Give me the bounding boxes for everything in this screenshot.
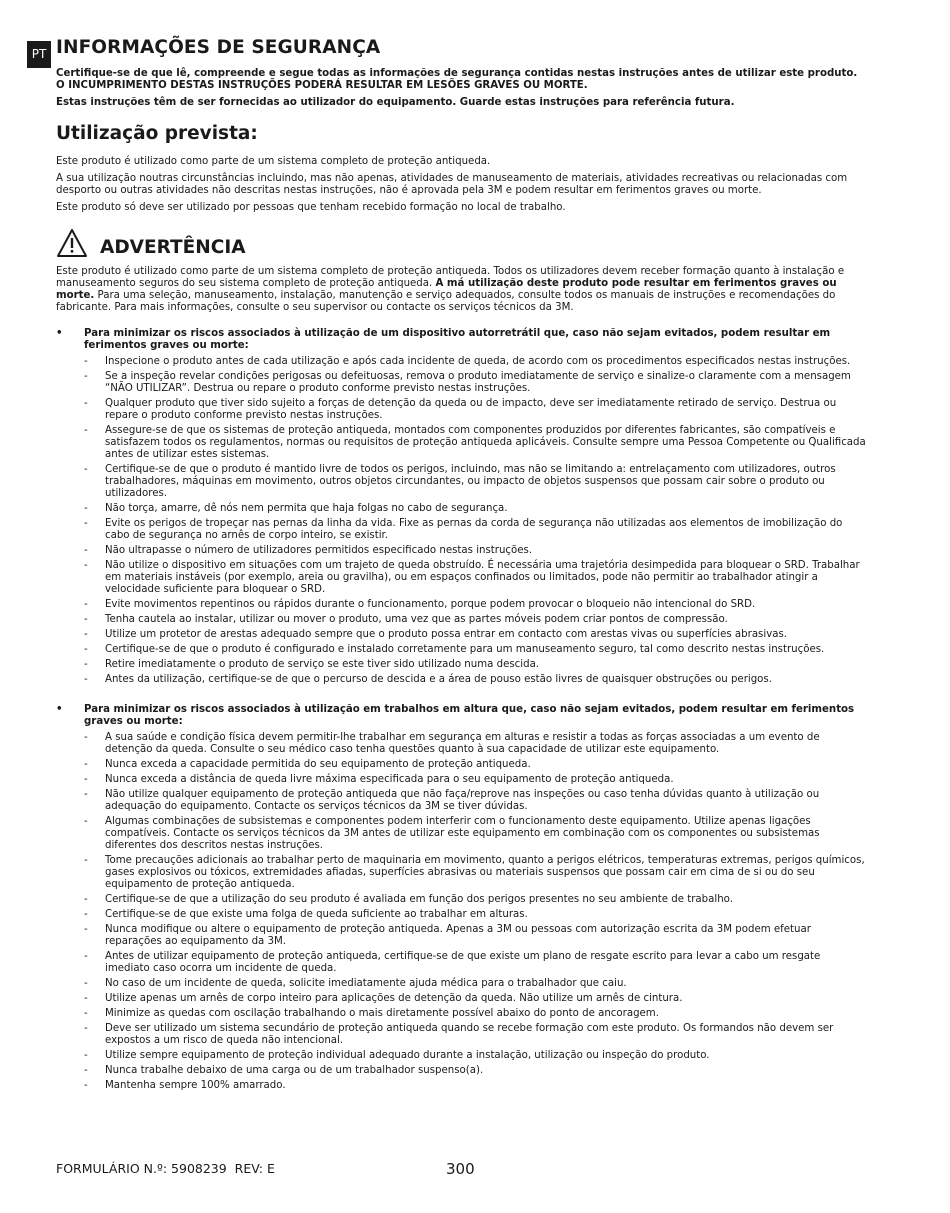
section-srd-heading: • Para minimizar os riscos associados à utilização de um dispositivo autorretrátil que, caso não sejam evitados, podem resultar em ferimentos graves ou morte: <box>56 328 868 352</box>
list-item: - Não utilize qualquer equipamento de proteção antiqueda que não faça/reprove nas inspeções ou caso tenha dúvidas quanto à utilização ou adequação do equipamento. Contacte os serviços técnicos da 3M se tiver dúvidas. <box>84 789 868 813</box>
warning-text <box>56 266 868 314</box>
list-item: - Antes da utilização, certifique-se de que o percurso de descida e a área de pouso estão livres de quaisquer obstruções ou perigos. <box>84 674 868 686</box>
list-item: - Utilize sempre equipamento de proteção individual adequado durante a instalação, utilização ou inspeção do produto. <box>84 1050 868 1062</box>
list-item: - Não torça, amarre, dê nós nem permita que haja folgas no cabo de segurança. <box>84 503 868 515</box>
form-number: FORMULÁRIO N.º: 5908239 REV: E <box>56 1161 275 1176</box>
list-item: - Utilize apenas um arnês de corpo inteiro para aplicações de detenção da queda. Não utilize um arnês de cintura. <box>84 993 868 1005</box>
warning-title: ADVERTÊNCIA <box>100 237 246 258</box>
list-item: - Certifique-se de que o produto é mantido livre de todos os perigos, incluindo, mas não se limitando a: entrelaçamento com utilizadores, outros trabalhadores, máquinas em movimento, outros objetos circundantes, ou impacto de objetos suspensos que possam cair sobre o produto ou utilizadores. <box>84 464 868 500</box>
page-number: 300 <box>446 1160 475 1178</box>
list-item: - Utilize um protetor de arestas adequado sempre que o produto possa entrar em contacto com arestas vivas ou superfícies abrasivas. <box>84 629 868 641</box>
list-item: - Não ultrapasse o número de utilizadores permitidos especificado nestas instruções. <box>84 545 868 557</box>
language-tab: PT <box>27 41 51 68</box>
list-item: - Nunca trabalhe debaixo de uma carga ou de um trabalhador suspenso(a). <box>84 1065 868 1077</box>
list-item: - Não utilize o dispositivo em situações com um trajeto de queda obstruído. É necessária uma trajetória desimpedida para bloquear o SRD. Trabalhar em materiais instáveis (por exemplo, areia ou gravilha), ou em espaços confinados ou limitados, pode não permitir ao trabalhador atingir a velocidade suficiente para bloquear o SRD. <box>84 560 868 596</box>
list-item: - Algumas combinações de subsistemas e componentes podem interferir com o funcionamento deste equipamento. Utilize apenas ligações compatíveis. Contacte os serviços técnicos da 3M antes de utilizar este equipamento em combinação com os componentes ou subsistemas diferentes dos descritos nestas instruções. <box>84 816 868 852</box>
section-height-list <box>56 732 868 1092</box>
intro-line-1: Certifique-se de que lê, compreende e segue todas as informações de segurança contidas nestas instruções antes de utilizar este produto. <box>56 68 858 79</box>
list-item: - Antes de utilizar equipamento de proteção antiqueda, certifique-se de que existe um plano de resgate escrito para levar a cabo um resgate imediato caso ocorra um incidente de queda. <box>84 951 868 975</box>
warning-text-b: A má utilização deste produto pode resultar em ferimentos graves ou morte. <box>56 278 837 301</box>
list-item: - Nunca modifique ou altere o equipamento de proteção antiqueda. Apenas a 3M ou pessoas com autorização escrita da 3M podem efetuar reparações ao equipamento da 3M. <box>84 924 868 948</box>
list-item: - Evite movimentos repentinos ou rápidos durante o funcionamento, porque podem provocar o bloqueio não intencional do SRD. <box>84 599 868 611</box>
warning-text-a: Este produto é utilizado como parte de um sistema completo de proteção antiqueda. Todos os utilizadores devem receber formação quanto à instalação e manuseamento seguros do seu sistema completo de proteção antiqueda. <box>56 266 845 289</box>
list-item: - Assegure-se de que os sistemas de proteção antiqueda, montados com componentes produzidos por diferentes fabricantes, são compatíveis e satisfazem todos os regulamentos, normas ou requisitos de proteção antiqueda aplicáveis. Consulte sempre uma Pessoa Competente ou Qualificada antes de utilizar estes sistemas. <box>84 425 868 461</box>
list-item: - Qualquer produto que tiver sido sujeito a forças de detenção da queda ou de impacto, deve ser imediatamente retirado de serviço. Destrua ou repare o produto conforme previsto nestas instruções. <box>84 398 868 422</box>
list-item: - Minimize as quedas com oscilação trabalhando o mais diretamente possível abaixo do ponto de ancoragem. <box>84 1008 868 1020</box>
intended-use-paragraph-3: Este produto só deve ser utilizado por pessoas que tenham recebido formação no local de trabalho. <box>56 202 566 213</box>
warning-text-c: Para uma seleção, manuseamento, instalação, manutenção e serviço adequados, consulte todos os manuais de instruções e recomendações do fabricante. Para mais informações, consulte o seu supervisor ou contacte os serviços técnicos da 3M. <box>56 290 836 313</box>
section-srd-list <box>56 356 868 686</box>
list-item: - Tome precauções adicionais ao trabalhar perto de maquinaria em movimento, quanto a perigos elétricos, temperaturas extremas, perigos químicos, gases explosivos ou tóxicos, extremidades afiadas, superfícies abrasivas ou materiais suspensos que possam cair em cima de si ou do seu equipamento de proteção antiqueda. <box>84 855 868 891</box>
list-item: - Evite os perigos de tropeçar nas pernas da linha da vida. Fixe as pernas da corda de segurança não utilizadas aos elementos de imobilização do cabo de segurança no arnês de corpo inteiro, se existir. <box>84 518 868 542</box>
list-item: - No caso de um incidente de queda, solicite imediatamente ajuda médica para o trabalhador que caiu. <box>84 978 868 990</box>
list-item: - Certifique-se de que existe uma folga de queda suficiente ao trabalhar em alturas. <box>84 909 868 921</box>
list-item: - Mantenha sempre 100% amarrado. <box>84 1080 868 1092</box>
warning-header <box>56 224 868 258</box>
list-item: - Se a inspeção revelar condições perigosas ou defeituosas, remova o produto imediatamente de serviço e sinalize-o claramente com a mensagem “NÃO UTILIZAR”. Destrua ou repare o produto conforme previsto nestas instruções. <box>84 371 868 395</box>
intended-use-paragraph-2: A sua utilização noutras circunstâncias incluindo, mas não apenas, atividades de manuseamento de materiais, atividades recreativas ou relacionadas com desporto ou outras atividades não descritas nestas instruções, não é aprovada pela 3M e podem resultar em ferimentos graves ou morte. <box>56 173 848 196</box>
list-item: - Tenha cautela ao instalar, utilizar ou mover o produto, uma vez que as partes móveis podem criar pontos de compressão. <box>84 614 868 626</box>
page-title: INFORMAÇÕES DE SEGURANÇA <box>56 37 381 58</box>
list-item: - A sua saúde e condição física devem permitir-lhe trabalhar em segurança em alturas e resistir a todas as forças associadas a um evento de detenção da queda. Consulte o seu médico caso tenha questões quanto à sua capacidade de utilizar este equipamento. <box>84 732 868 756</box>
intro-line-3: Estas instruções têm de ser fornecidas ao utilizador do equipamento. Guarde estas instruções para referência futura. <box>56 97 735 108</box>
list-item: - Deve ser utilizado um sistema secundário de proteção antiqueda quando se recebe formação com este produto. Os formandos não devem ser expostos a um risco de queda não intencional. <box>84 1023 868 1047</box>
section-height-heading: • Para minimizar os riscos associados à utilização em trabalhos em altura que, caso não sejam evitados, podem resultar em ferimentos graves ou morte: <box>56 704 868 728</box>
safety-document <box>56 37 868 1095</box>
list-item: - Inspecione o produto antes de cada utilização e após cada incidente de queda, de acordo com os procedimentos especificados nestas instruções. <box>84 356 868 368</box>
list-item: - Certifique-se de que a utilização do seu produto é avaliada em função dos perigos presentes no seu ambiente de trabalho. <box>84 894 868 906</box>
intended-use-paragraph-1: Este produto é utilizado como parte de um sistema completo de proteção antiqueda. <box>56 156 491 167</box>
list-item: - Certifique-se de que o produto é configurado e instalado corretamente para um manuseamento seguro, tal como descrito nestas instruções. <box>84 644 868 656</box>
warning-triangle-icon <box>56 228 88 258</box>
list-item: - Retire imediatamente o produto de serviço se este tiver sido utilizado numa descida. <box>84 659 868 671</box>
list-item: - Nunca exceda a distância de queda livre máxima especificada para o seu equipamento de proteção antiqueda. <box>84 774 868 786</box>
section-height-risks <box>56 704 868 1092</box>
intro-line-2: O INCUMPRIMENTO DESTAS INSTRUÇÕES PODERÁ RESULTAR EM LESÕES GRAVES OU MORTE. <box>56 80 588 91</box>
section-srd-risks <box>56 328 868 686</box>
intended-use-title: Utilização prevista: <box>56 123 258 144</box>
list-item: - Nunca exceda a capacidade permitida do seu equipamento de proteção antiqueda. <box>84 759 868 771</box>
